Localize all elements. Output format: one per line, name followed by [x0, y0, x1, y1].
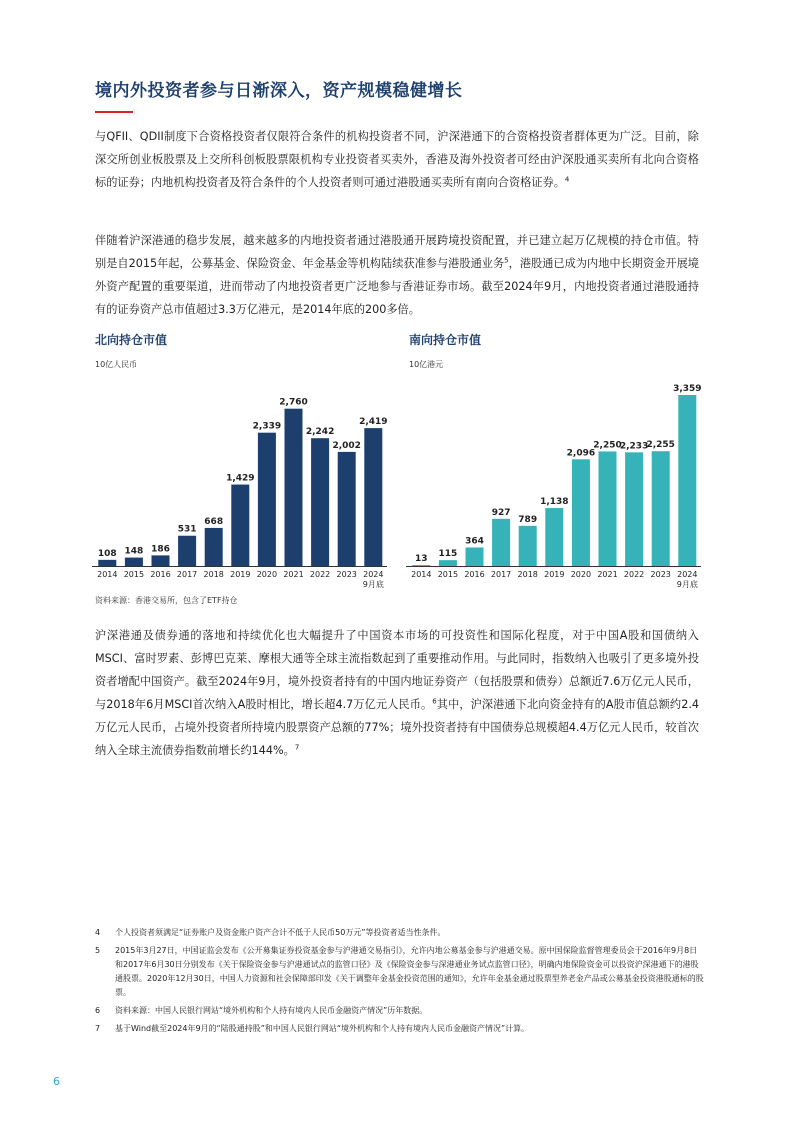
footnote-number: 5: [95, 946, 101, 955]
south-data-label: 115: [438, 549, 458, 560]
heading-accent-rule: [95, 111, 133, 113]
south-bar-2017: [492, 519, 510, 566]
north-bar-2014: [98, 560, 116, 566]
south-bar-2021: [599, 451, 617, 566]
south-data-label: 2,233: [619, 441, 649, 452]
south-bar-2024: [678, 395, 696, 566]
south-data-label: 13: [415, 554, 428, 564]
footnote-ref-5[interactable]: 5: [504, 256, 509, 265]
north-data-label: 2,339: [252, 421, 282, 432]
paragraph-text: 伴随着沪深港通的稳步发展，越来越多的内地投资者通过港股通开展跨境投资配置，并已建立起万亿规模的持仓市值。特别是自2015年起，公募基金、保险资金、年金基金等机构陆续获准参与港股通业务: [95, 234, 699, 270]
south-holdings-bar-chart: [406, 370, 701, 595]
south-bar-2020: [572, 459, 590, 566]
south-data-label: 789: [518, 514, 538, 525]
north-bar-2017: [178, 536, 196, 566]
chart-source-note: 资料来源：香港交易所，包含了ETF持仓: [95, 596, 238, 605]
footnote-text: 个人投资者须满足“证券账户及资金账户资产合计不低于人民币50万元”等投资者适当性条件。: [115, 928, 446, 937]
north-bar-2016: [152, 555, 170, 566]
footnote-text: 基于Wind截至2024年9月的“陆股通持股”和中国人民银行网站“境外机构和个人持有境内人民币金融资产情况”计算。: [115, 1024, 530, 1033]
south-bar-2016: [466, 547, 484, 566]
south-tick-label: 2020: [570, 570, 592, 579]
south-tick-label: 2022: [623, 570, 645, 579]
south-tick-label: 2018: [517, 570, 538, 579]
footnote-ref-7[interactable]: 7: [294, 743, 300, 752]
north-bar-2023: [338, 452, 356, 566]
north-chart-title: 北向持仓市值: [95, 333, 168, 347]
north-chart-unit: 10亿人民币: [95, 360, 138, 369]
north-tick-label: 2018: [203, 570, 224, 579]
north-data-label: 668: [204, 516, 224, 527]
north-bar-2021: [285, 409, 303, 566]
north-tick-label: 2015: [123, 570, 145, 579]
south-data-label: 3,359: [673, 384, 702, 394]
footnote-ref-6[interactable]: 6: [432, 697, 437, 706]
north-tick-label: 2023: [336, 570, 357, 579]
footnote-number: 7: [95, 1024, 101, 1033]
paragraph-index-inclusion: [95, 624, 699, 762]
north-tick-label: 2017: [176, 570, 198, 579]
south-tick-label: 2024: [677, 570, 698, 579]
north-bar-2018: [205, 528, 223, 566]
south-data-label: 2,096: [566, 448, 596, 459]
paragraph-text: 沪深港通及债券通的落地和持续优化也大幅提升了中国资本市场的可投资性和国际化程度，对于中国A股和国债纳入MSCI、富时罗素、彭博巴克莱、摩根大通等全球主流指数起到了重要推动作用。与此同时，指数纳入也吸引了更多境外投资者增配中国资产。截至2024年9月，境外投资者持有的中国内地证券资产（包括股票和债券）总额近7.6万亿元人民币，与2018年6月MSCI首次纳入A股时相比，增长超4.7万亿元人民币。: [95, 629, 699, 711]
north-data-label: 148: [124, 546, 144, 557]
south-bar-2015: [439, 560, 457, 566]
north-tick-label: 2016: [150, 570, 171, 579]
footnotes-list: [95, 926, 705, 1040]
north-bar-2022: [311, 438, 329, 566]
north-bar-2019: [231, 485, 249, 566]
north-bar-2024: [364, 428, 382, 566]
paragraph-text: ，港股通已成为内地中长期资金开展境外资产配置的重要渠道，进而带动了内地投资者更广泛地参与香港证券市场。截至2024年9月，内地投资者通过港股通持有的证券资产总市值超过3.3万亿港元，是2014年底的200多倍。: [95, 257, 699, 316]
north-bar-2015: [125, 558, 143, 566]
south-tick-label: 2021: [597, 570, 618, 579]
north-last-tick-note: 9月底: [362, 580, 384, 589]
footnote-number: 4: [95, 928, 101, 937]
north-tick-label: 2019: [230, 570, 251, 579]
north-tick-label: 2020: [256, 570, 278, 579]
south-data-label: 927: [491, 507, 511, 518]
footnote-number: 6: [95, 1006, 101, 1015]
footnote-ref-4[interactable]: 4: [564, 175, 570, 184]
north-data-label: 2,242: [305, 427, 335, 438]
south-data-label: 2,255: [646, 440, 675, 451]
south-bar-2019: [545, 508, 563, 566]
south-tick-label: 2014: [411, 570, 432, 579]
south-tick-label: 2019: [544, 570, 565, 579]
south-chart-unit: 10亿港元: [409, 360, 444, 369]
south-chart-title: 南向持仓市值: [409, 333, 482, 347]
south-last-tick-note: 9月底: [676, 580, 698, 589]
north-data-label: 531: [177, 524, 197, 535]
north-tick-label: 2024: [363, 570, 384, 579]
footnote-item: [95, 1004, 705, 1018]
south-bar-2022: [625, 452, 643, 566]
north-data-label: 2,002: [332, 440, 361, 451]
north-data-label: 2,760: [279, 397, 308, 408]
south-bar-2023: [652, 451, 670, 566]
north-data-label: 2,419: [359, 417, 388, 428]
footnote-text: 2015年3月27日，中国证监会发布《公开募集证券投资基金参与沪港通交易指引》，允许内地公募基金参与沪港通交易。原中国保险监督管理委员会于2016年9月8日和2017年6月30日分别发布《关于保险资金参与沪港通试点的监管口径》及《保险资金参与深港通业务试点监管口径》，明确内地保险资金可以投资沪深港通下的港股通股票。2020年12月30日，中国人力资源和社会保障部印发《关于调整年金基金投资范围的通知》，允许年金基金通过股票型养老金产品或公募基金投资港股通标的股票。: [115, 946, 704, 997]
south-bar-2014: [412, 565, 430, 566]
south-data-label: 2,250: [593, 440, 622, 451]
north-data-label: 1,429: [226, 473, 255, 484]
south-tick-label: 2023: [650, 570, 671, 579]
north-data-label: 186: [151, 544, 170, 555]
paragraph-southbound-growth: [95, 229, 699, 321]
south-tick-label: 2017: [490, 570, 512, 579]
south-tick-label: 2015: [437, 570, 459, 579]
paragraph-investor-eligibility: [95, 125, 699, 194]
south-data-label: 1,138: [540, 497, 569, 508]
footnote-item: [95, 926, 705, 940]
paragraph-text: 与QFII、QDII制度下合资格投资者仅限符合条件的机构投资者不同，沪深港通下的合资格投资者群体更为广泛。目前，除深交所创业板股票及上交所科创板股票限机构专业投资者买卖外，香港及海外投资者可经由沪深股通买卖所有北向合资格标的证券；内地机构投资者及符合条件的个人投资者则可通过港股通买卖所有南向合资格证券。: [95, 130, 699, 189]
south-data-label: 364: [465, 536, 484, 547]
north-tick-label: 2021: [283, 570, 304, 579]
page-number: 6: [53, 1075, 60, 1088]
section-heading: 境内外投资者参与日渐深入，资产规模稳健增长: [95, 81, 463, 101]
north-tick-label: 2014: [97, 570, 118, 579]
footnote-text: 资料来源：中国人民银行网站“境外机构和个人持有境内人民币金融资产情况”历年数据。: [115, 1006, 428, 1015]
north-tick-label: 2022: [309, 570, 331, 579]
footnote-item: [95, 1022, 705, 1036]
south-tick-label: 2016: [464, 570, 485, 579]
north-holdings-bar-chart: [92, 370, 387, 595]
north-bar-2020: [258, 433, 276, 566]
footnote-item: [95, 944, 705, 1000]
north-data-label: 108: [97, 548, 117, 559]
paragraph-text: 其中，沪深港通下北向资金持有的A股市值总额约2.4万亿元人民币，占境外投资者所持境内股票资产总额的77%；境外投资者持有中国债券总规模超4.4万亿元人民币，较首次纳入全球主流债券指数前增长约144%。: [95, 698, 699, 757]
south-bar-2018: [519, 526, 537, 566]
